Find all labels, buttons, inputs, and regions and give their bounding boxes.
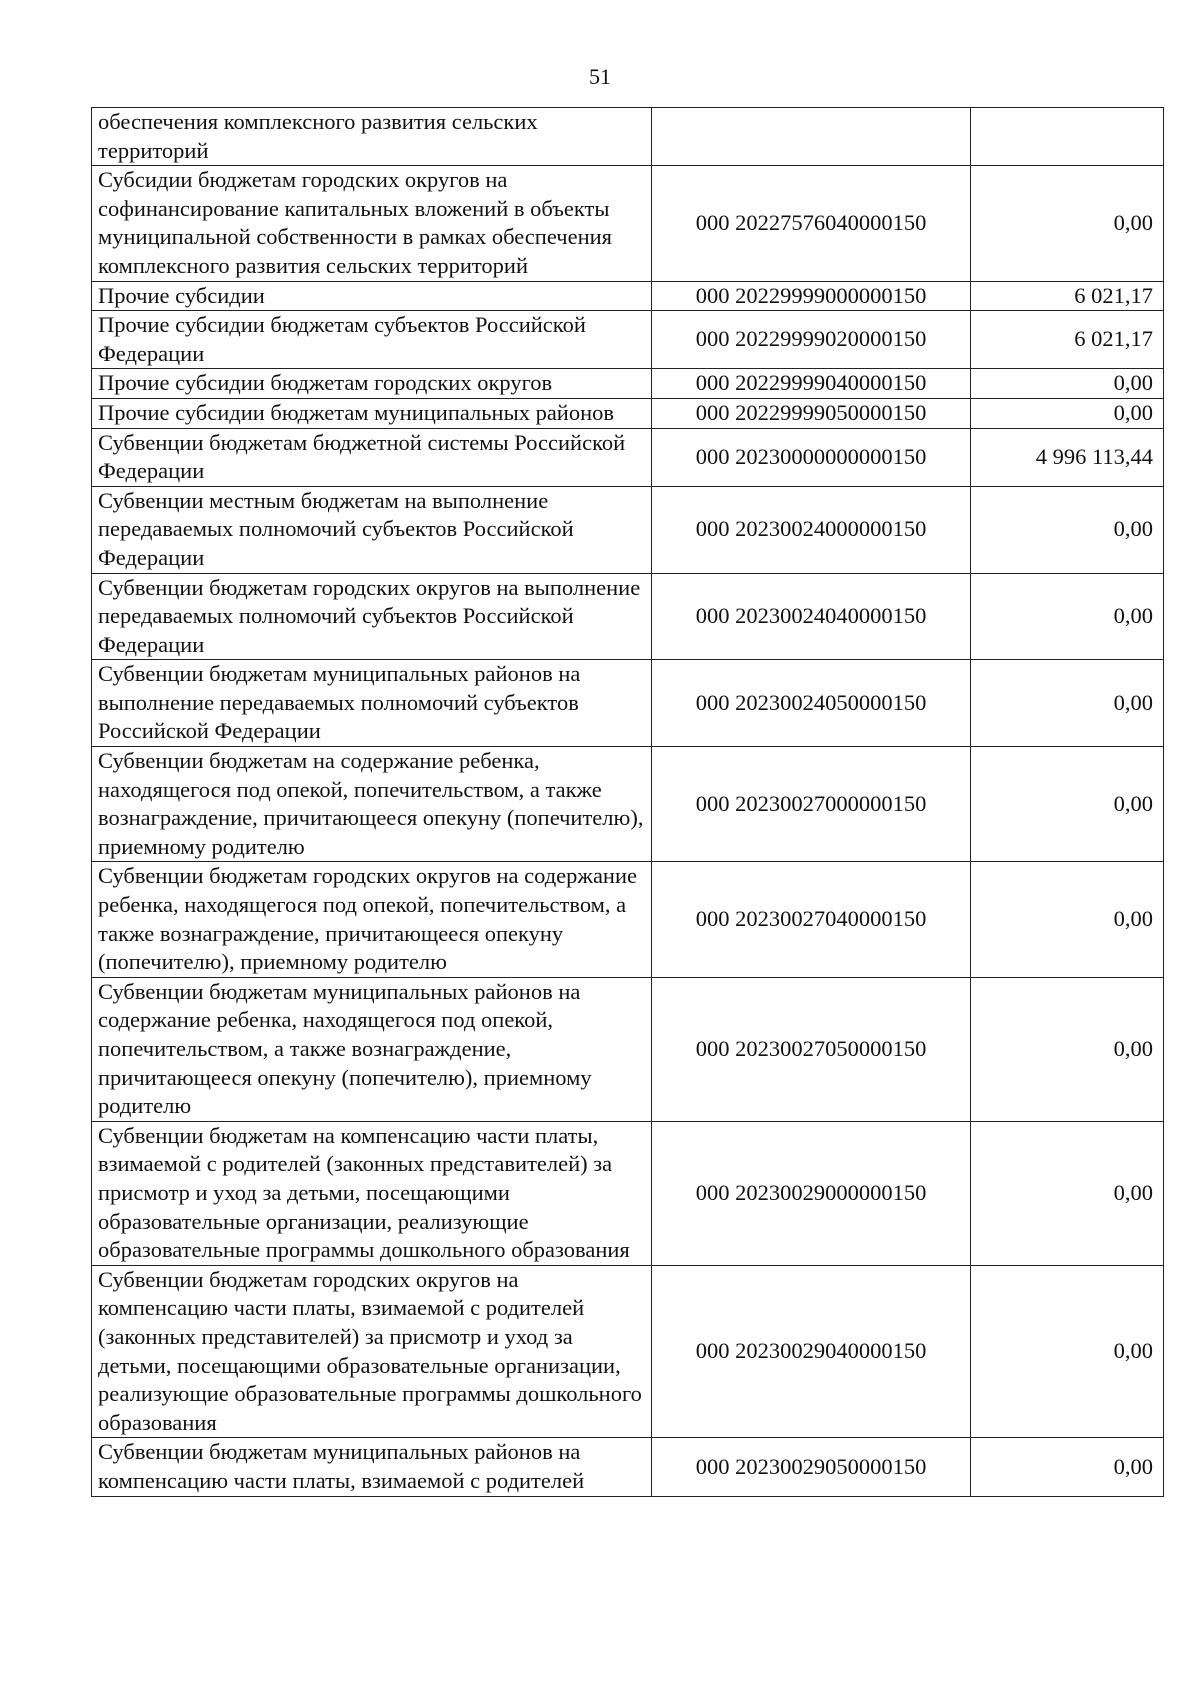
row-sum-cell: 0,00 (971, 369, 1164, 399)
row-sum-cell: 0,00 (971, 1438, 1164, 1496)
row-name-cell: Субсидии бюджетам городских округов на софинансирование капитальных вложений в объекты муниципальной собственности в рамках обеспечения комплексного развития сельских территорий (92, 166, 652, 281)
table-row (92, 1438, 1164, 1496)
row-sum-cell: 0,00 (971, 1265, 1164, 1438)
row-name-cell: Субвенции местным бюджетам на выполнение передаваемых полномочий субъектов Российской Федерации (92, 486, 652, 573)
row-name-cell: обеспечения комплексного развития сельских территорий (92, 108, 652, 166)
page-number: 51 (589, 64, 611, 89)
table-row (92, 573, 1164, 660)
row-code-cell: 000 20230029050000150 (652, 1438, 971, 1496)
row-code-cell: 000 20227576040000150 (652, 166, 971, 281)
row-code-cell: 000 20230024000000150 (652, 486, 971, 573)
table-row (92, 398, 1164, 428)
table-row (92, 1265, 1164, 1438)
table-row (92, 311, 1164, 369)
table-row (92, 1121, 1164, 1265)
row-sum-cell: 6 021,17 (971, 311, 1164, 369)
table-row (92, 108, 1164, 166)
row-name-cell: Прочие субсидии бюджетам муниципальных районов (92, 398, 652, 428)
table-row (92, 977, 1164, 1121)
row-sum-cell: 0,00 (971, 977, 1164, 1121)
row-name-cell: Субвенции бюджетам муниципальных районов на выполнение передаваемых полномочий субъектов Российской Федерации (92, 660, 652, 747)
table-row (92, 486, 1164, 573)
row-name-cell: Прочие субсидии (92, 281, 652, 311)
row-sum-cell: 0,00 (971, 660, 1164, 747)
table-row (92, 747, 1164, 862)
table-row (92, 281, 1164, 311)
row-sum-cell (971, 108, 1164, 166)
row-name-cell: Субвенции бюджетам муниципальных районов на содержание ребенка, находящегося под опекой, попечительством, а также вознаграждение, причитающееся опекуну (попечителю), приемному родителю (92, 977, 652, 1121)
row-code-cell: 000 20230000000000150 (652, 428, 971, 486)
row-name-cell: Субвенции бюджетам городских округов на компенсацию части платы, взимаемой с родителей (законных представителей) за присмотр и уход за детьми, посещающими образовательные организации, реализующие образовательные программы дошкольного образования (92, 1265, 652, 1438)
row-code-cell: 000 20230024040000150 (652, 573, 971, 660)
row-name-cell: Прочие субсидии бюджетам субъектов Российской Федерации (92, 311, 652, 369)
row-code-cell: 000 20230027040000150 (652, 862, 971, 977)
row-code-cell: 000 20230029040000150 (652, 1265, 971, 1438)
row-name-cell: Субвенции бюджетам на содержание ребенка, находящегося под опекой, попечительством, а также вознаграждение, причитающееся опекуну (попечителю), приемному родителю (92, 747, 652, 862)
row-code-cell: 000 20230027050000150 (652, 977, 971, 1121)
row-name-cell: Субвенции бюджетам на компенсацию части платы, взимаемой с родителей (законных представителей) за присмотр и уход за детьми, посещающими образовательные организации, реализующие образовательные программы дошкольного образования (92, 1121, 652, 1265)
table-row (92, 660, 1164, 747)
table-body (92, 108, 1164, 1497)
row-code-cell: 000 20229999000000150 (652, 281, 971, 311)
row-sum-cell: 0,00 (971, 398, 1164, 428)
row-code-cell: 000 20229999050000150 (652, 398, 971, 428)
row-code-cell: 000 20230027000000150 (652, 747, 971, 862)
table-row (92, 428, 1164, 486)
row-name-cell: Субвенции бюджетам городских округов на содержание ребенка, находящегося под опекой, попечительством, а также вознаграждение, причитающееся опекуну (попечителю), приемному родителю (92, 862, 652, 977)
row-sum-cell: 0,00 (971, 747, 1164, 862)
row-sum-cell: 4 996 113,44 (971, 428, 1164, 486)
row-name-cell: Прочие субсидии бюджетам городских округов (92, 369, 652, 399)
row-name-cell: Субвенции бюджетам бюджетной системы Российской Федерации (92, 428, 652, 486)
table-row (92, 369, 1164, 399)
row-code-cell: 000 20229999020000150 (652, 311, 971, 369)
row-code-cell: 000 20230029000000150 (652, 1121, 971, 1265)
row-code-cell (652, 108, 971, 166)
row-sum-cell: 0,00 (971, 862, 1164, 977)
table-row (92, 166, 1164, 281)
row-code-cell: 000 20229999040000150 (652, 369, 971, 399)
row-code-cell: 000 20230024050000150 (652, 660, 971, 747)
row-name-cell: Субвенции бюджетам муниципальных районов на компенсацию части платы, взимаемой с родителей (92, 1438, 652, 1496)
row-sum-cell: 0,00 (971, 166, 1164, 281)
row-name-cell: Субвенции бюджетам городских округов на выполнение передаваемых полномочий субъектов Российской Федерации (92, 573, 652, 660)
row-sum-cell: 0,00 (971, 573, 1164, 660)
row-sum-cell: 6 021,17 (971, 281, 1164, 311)
row-sum-cell: 0,00 (971, 1121, 1164, 1265)
budget-table (91, 107, 1164, 1497)
row-sum-cell: 0,00 (971, 486, 1164, 573)
table-row (92, 862, 1164, 977)
